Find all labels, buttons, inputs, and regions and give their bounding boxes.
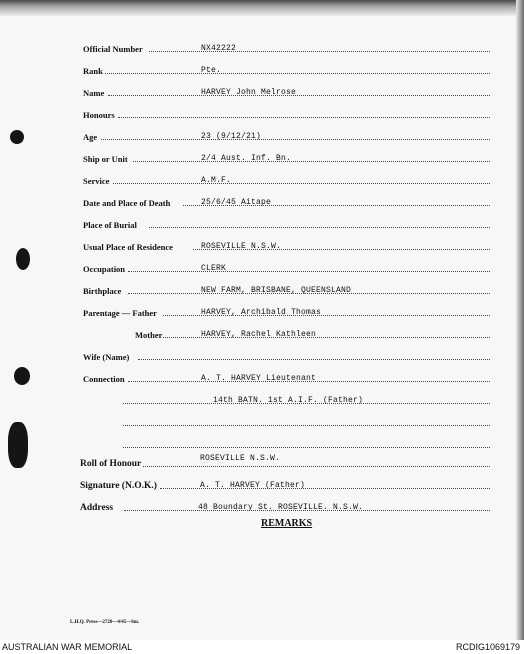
field-father xyxy=(83,305,490,319)
field-label: Mother xyxy=(135,330,163,340)
field-ship-or-unit xyxy=(83,151,490,165)
field-label: Roll of Honour xyxy=(80,459,142,469)
dotted-line xyxy=(113,183,490,184)
field-label: Signature (N.O.K.) xyxy=(80,481,157,491)
field-value: A. T. HARVEY (Father) xyxy=(200,481,306,490)
field-label: Name xyxy=(83,88,105,98)
dotted-line xyxy=(105,73,490,74)
field-value: 2/4 Aust. Inf. Bn. xyxy=(201,154,292,163)
dotted-line xyxy=(118,117,490,118)
field-connection-continued xyxy=(83,393,490,407)
field-wife xyxy=(83,349,490,363)
field-value: NX42222 xyxy=(201,44,237,53)
field-label: Usual Place of Residence xyxy=(83,242,173,252)
remarks-heading: REMARKS xyxy=(261,518,313,529)
field-roll-of-honour xyxy=(80,456,490,470)
punch-hole-top xyxy=(10,130,24,144)
field-name xyxy=(83,85,490,99)
field-value: Pte. xyxy=(201,66,222,75)
field-place-of-burial xyxy=(83,217,490,231)
scan-top-edge xyxy=(0,0,524,16)
field-value: 48 Boundary St. ROSEVILLE. N.S.W. xyxy=(198,503,364,512)
dotted-line xyxy=(143,466,490,467)
field-address xyxy=(80,500,490,514)
field-value: ROSEVILLE N.S.W. xyxy=(201,242,282,251)
field-label: Honours xyxy=(83,110,115,120)
field-label: Birthplace xyxy=(83,286,122,296)
archive-footer xyxy=(0,640,524,654)
field-label: Wife (Name) xyxy=(83,352,130,362)
dotted-line xyxy=(133,161,490,162)
field-label: Ship or Unit xyxy=(83,154,128,164)
field-signature xyxy=(80,478,490,492)
field-value: HARVEY, Archibald Thomas xyxy=(201,308,322,317)
punch-hole-middle xyxy=(16,248,30,270)
field-label: Rank xyxy=(83,66,103,76)
record-id: RCDIG1069179 xyxy=(455,642,520,652)
field-value: A.M.F. xyxy=(201,176,232,185)
field-label: Address xyxy=(80,503,114,513)
field-label: Date and Place of Death xyxy=(83,198,171,208)
dotted-line xyxy=(123,425,490,426)
field-official-number xyxy=(83,41,490,55)
field-value: 23 (9/12/21) xyxy=(201,132,262,141)
field-honours xyxy=(83,107,490,121)
field-rank xyxy=(83,63,490,77)
dotted-line xyxy=(138,359,490,360)
dotted-line xyxy=(128,271,490,272)
field-value: A. T. HARVEY Lieutenant xyxy=(201,374,317,383)
punch-hole-lower xyxy=(14,367,30,385)
dotted-line xyxy=(123,447,490,448)
field-age xyxy=(83,129,490,143)
field-connection xyxy=(83,371,490,385)
field-value: HARVEY, Rachel Kathleen xyxy=(201,330,317,339)
field-label: Place of Burial xyxy=(83,220,137,230)
field-connection-blank-1 xyxy=(83,415,490,429)
scan-right-edge xyxy=(516,0,524,640)
field-label: Parentage — Father xyxy=(83,308,157,318)
field-value: 14th BATN. 1st A.I.F. (Father) xyxy=(213,396,364,405)
print-code: L.H.Q. Press—2720—4/45—6m. xyxy=(70,620,140,625)
field-date-place-of-death xyxy=(83,195,490,209)
field-value: HARVEY John Melrose xyxy=(201,88,297,97)
field-value: CLERK xyxy=(201,264,227,273)
field-label: Occupation xyxy=(83,264,126,274)
field-label: Connection xyxy=(83,374,125,384)
field-label: Official Number xyxy=(83,44,143,54)
field-label: Age xyxy=(83,132,98,142)
field-usual-residence xyxy=(83,239,490,253)
dotted-line xyxy=(149,227,490,228)
punch-hole-bottom xyxy=(8,422,28,468)
dotted-line xyxy=(108,95,490,96)
field-occupation xyxy=(83,261,490,275)
field-service xyxy=(83,173,490,187)
field-value: NEW FARM, BRISBANE, QUEENSLAND xyxy=(201,286,352,295)
field-mother xyxy=(83,327,490,341)
field-value: ROSEVILLE N.S.W. xyxy=(200,454,281,463)
dotted-line xyxy=(101,139,490,140)
field-connection-blank-2 xyxy=(83,437,490,451)
field-birthplace xyxy=(83,283,490,297)
field-label: Service xyxy=(83,176,110,186)
field-value: 25/6/45 Aitape xyxy=(201,198,272,207)
archive-name: AUSTRALIAN WAR MEMORIAL xyxy=(2,642,133,652)
